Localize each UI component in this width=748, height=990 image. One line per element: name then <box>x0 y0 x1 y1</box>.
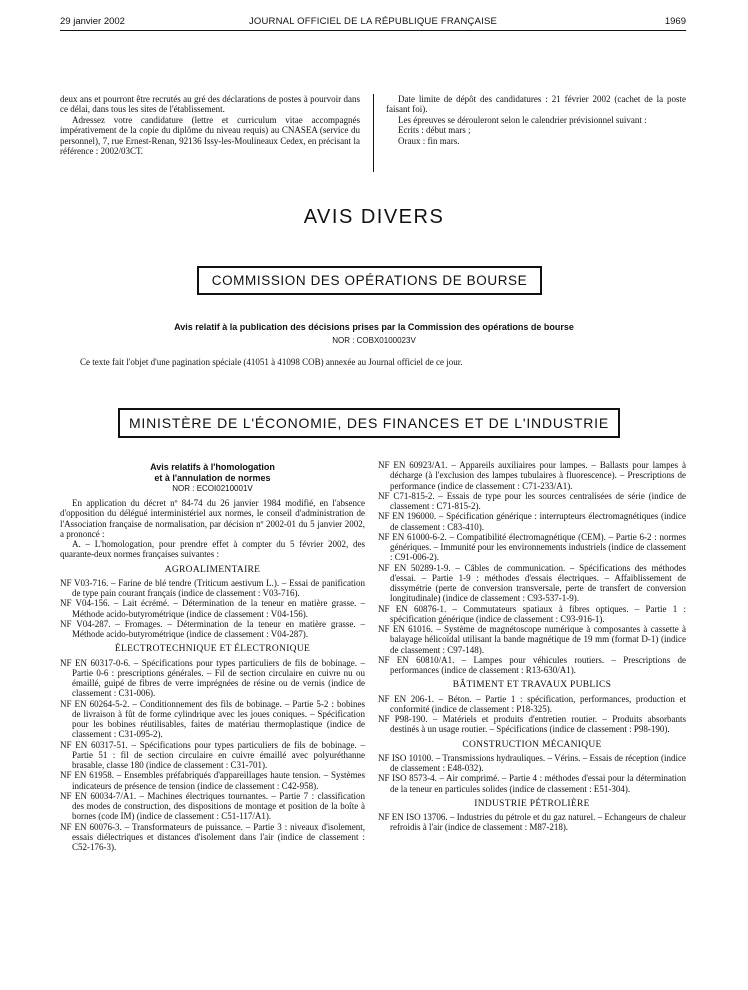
cob-text: Ce texte fait l'objet d'une pagination spéciale (41051 à 41098 COB) annexée au Journal officiel de ce jour. <box>80 357 463 367</box>
norm-entry: NF EN 60317-51. – Spécifications pour types particuliers de fils de bobinage. – Partie 51 : fil de section circulaire en cuivre émaillé avec polyuréthanne brasable, classe 180 (indice de classement : C31-701). <box>60 739 365 770</box>
category-petrole: INDUSTRIE PÉTROLIÈRE <box>474 798 590 809</box>
category-electro: ÉLECTROTECHNIQUE ET ÉLECTRONIQUE <box>114 644 311 655</box>
norm-entry: NF C71-815-2. – Essais de type pour les sources centralisées de série (indice de classement : C71-815-2). <box>378 490 686 511</box>
cob-heading-box: COMMISSION DES OPÉRATIONS DE BOURSE <box>197 266 542 295</box>
intro-paragraph: En application du décret nº 84-74 du 26 janvier 1984 modifié, en l'absence d'opposition du délégué interministériel aux normes, le conseil d'administration de l'Association française de normalisation, par décision nº 2002-01 du 5 janvier 2002, a prononcé : <box>60 498 365 539</box>
avis-divers-heading: AVIS DIVERS <box>303 206 445 228</box>
ministere-heading-box: MINISTÈRE DE L'ÉCONOMIE, DES FINANCES ET DE L'INDUSTRIE <box>118 408 620 438</box>
avis-homologation-title-1: Avis relatifs à l'homologation <box>150 462 275 472</box>
header-rule <box>60 30 686 31</box>
norm-entry: NF EN 60264-5-2. – Conditionnement des fils de bobinage. – Partie 5-2 : bobines de livraison à fût de forme cylindrique avec les joues coniques. – Spécification pour les bobines réutilisables, faites de matériau thermoplastique (indice de classement : C31-095-2). <box>60 698 365 740</box>
point-a-paragraph: A. – L'homologation, pour prendre effet à compter du 5 février 2002, des quarante-deux normes françaises suivantes : <box>60 539 365 560</box>
norm-entry: NF EN 206-1. – Béton. – Partie 1 : spécification, performances, production et conformité (indice de classement : P18-325). <box>378 693 686 714</box>
norm-entry: NF EN 61958. – Ensembles préfabriqués d'appareillages haute tension. – Systèmes indicateurs de présence de tension (indice de classement : C42-958). <box>60 770 365 791</box>
top-right-paragraph-3: Ecrits : début mars ; <box>398 125 471 136</box>
norm-entry: NF V04-156. – Lait écrémé. – Détermination de la teneur en matière grasse. – Méthode acido-butyrométrique (indice de classement : V04-156). <box>60 598 365 619</box>
category-construction: CONSTRUCTION MÉCANIQUE <box>462 739 602 750</box>
header-page-number: 1969 <box>664 16 686 27</box>
top-left-paragraph-2: Adressez votre candidature (lettre et curriculum vitae accompagnés impérativement de la copie du diplôme du niveau requis) au CNASEA (service du personnel), 7, rue Ernest-Renan, 92136 Issy-les-Moulineaux Cedex, en précisant la référence : 2002/03CT. <box>60 114 360 157</box>
column-divider <box>373 94 374 172</box>
norm-entry: NF EN 196000. – Spécification générique : interrupteurs électromagnétiques (indice de classement : C83-410). <box>378 511 686 532</box>
norm-entry: NF EN ISO 13706. – Industries du pétrole et du gaz naturel. – Echangeurs de chaleur refroidis à l'air (indice de classement : M87-218). <box>378 812 686 833</box>
top-columns <box>60 94 686 174</box>
norm-entry: NF EN 60810/A1. – Lampes pour véhicules routiers. – Prescriptions de performances (indice de classement : R13-630/A1). <box>378 654 686 675</box>
top-right-paragraph-1: Date limite de dépôt des candidatures : 21 février 2002 (cachet de la poste faisant foi). <box>386 94 686 115</box>
avis-homologation-title-2: et à l'annulation de normes <box>154 472 271 483</box>
right-column <box>378 460 686 833</box>
cob-nor: NOR : COBX0100023V <box>332 336 416 345</box>
norm-entry: NF P98-190. – Matériels et produits d'entretien routier. – Produits absorbants destinés à un usage routier. – Spécifications (indice de classement : P98-190). <box>378 714 686 735</box>
norm-entry: NF ISO 8573-4. – Air comprimé. – Partie 4 : méthodes d'essai pour la détermination de la teneur en particules solides (indice de classement : E51-304). <box>378 773 686 794</box>
page-header <box>60 16 686 30</box>
top-right-column <box>386 94 686 146</box>
category-agro: AGROALIMENTAIRE <box>164 564 261 575</box>
header-journal-title: JOURNAL OFFICIEL DE LA RÉPUBLIQUE FRANÇAISE <box>248 16 498 27</box>
norm-entry: NF EN 60034-7/A1. – Machines électriques tournantes. – Partie 7 : classification des modes de construction, des dispositions de montage et position de la boîte à bornes (code IM) (indice de classement : C51-117/A1). <box>60 790 365 822</box>
category-batiment: BÂTIMENT ET TRAVAUX PUBLICS <box>452 680 612 691</box>
top-left-column <box>60 94 360 156</box>
top-right-paragraph-2: Les épreuves se dérouleront selon le calendrier prévisionnel suivant : <box>398 114 647 125</box>
norm-entry: NF EN 60923/A1. – Appareils auxiliaires pour lampes. – Ballasts pour lampes à décharge (à l'exclusion des lampes tubulaires à fluorescence). – Prescriptions de performance (indice de classement : C71-233/A1). <box>378 460 686 491</box>
norm-entry: NF V03-716. – Farine de blé tendre (Triticum aestivum L.). – Essai de panification de type pain courant français (indice de classement : V03-716). <box>60 577 365 598</box>
top-right-paragraph-4: Oraux : fin mars. <box>398 135 460 146</box>
norm-entry: NF EN 50289-1-9. – Câbles de communication. – Spécifications des méthodes d'essai. – Partie 1-9 : méthodes d'essais électriques. – Affaiblissement de dissymétrie (perte de conversion transversale, perte de transfert de conversion longitudinale) (indice de classement : C93-537-1-9). <box>378 562 686 604</box>
norm-entry: NF EN 61000-6-2. – Compatibilité électromagnétique (CEM). – Partie 6-2 : normes génériques. – Immunité pour les environnements industriels (indice de classement : C91-006-2). <box>378 531 686 563</box>
left-column <box>60 460 365 852</box>
header-date: 29 janvier 2002 <box>60 16 125 27</box>
ministere-nor: NOR : ECOI0210001V <box>172 484 253 493</box>
norm-entry: NF EN 60317-0-6. – Spécifications pour types particuliers de fils de bobinage. – Partie 0-6 : prescriptions générales. – Fil de section circulaire en cuivre nu ou émaillé, guipé de fibres de verre imprégnées de résine ou de vernis (indice de classement : C31-006). <box>60 657 365 699</box>
norm-entry: NF EN 61016. – Système de magnétoscope numérique à composantes à cassette à balayage hélicoïdal utilisant la bande magnétique de 19 mm (format D-1) (indice de classement : C97-148). <box>378 624 686 655</box>
norm-entry: NF V04-287. – Fromages. – Détermination de la teneur en matière grasse. – Méthode acido-butyrométrique (indice de classement : V04-287). <box>60 618 365 639</box>
norm-entry: NF EN 60876-1. – Commutateurs spatiaux à fibres optiques. – Partie 1 : spécification générique (indice de classement : C93-916-1). <box>378 603 686 624</box>
cob-avis-title: Avis relatif à la publication des décisions prises par la Commission des opérations de bourse <box>174 322 574 332</box>
norm-entry: NF ISO 10100. – Transmissions hydrauliques. – Vérins. – Essais de réception (indice de classement : E48-032). <box>378 752 686 773</box>
top-left-paragraph-1: deux ans et pourront être recrutés au gré des déclarations de postes à pourvoir dans ce délai, dans tous les sites de l'établissement. <box>60 94 360 115</box>
norm-entry: NF EN 60076-3. – Transformateurs de puissance. – Partie 3 : niveaux d'isolement, essais diélectriques et distances d'isolement dans l'air (indice de classement : C52-176-3). <box>60 821 365 852</box>
